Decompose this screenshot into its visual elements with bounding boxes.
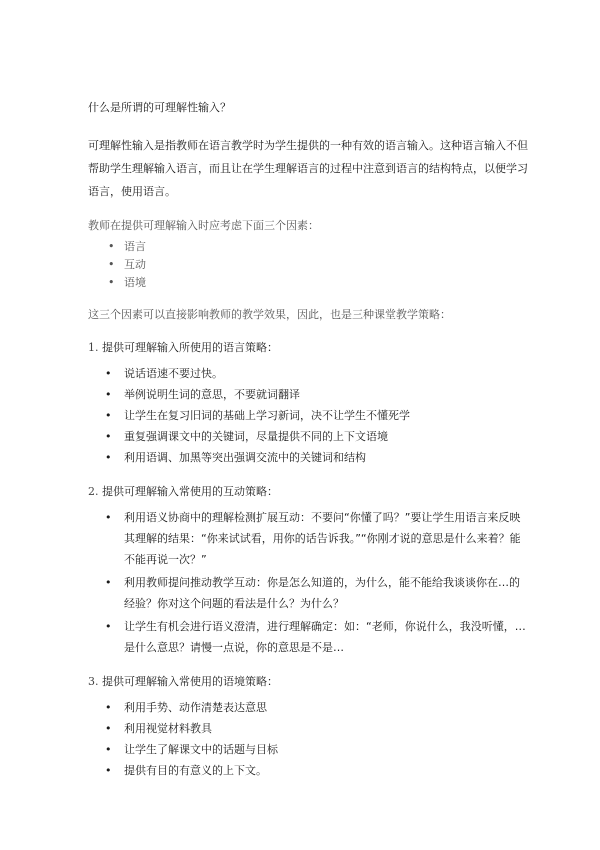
document-page xyxy=(88,100,528,781)
bullet-icon: • xyxy=(105,409,112,422)
list-item: • 让学生有机会进行语义澄清，进行理解确定：如：“老师，你说什么，我没听懂，…是什么意思？请慢一点说，你的意思是不是… xyxy=(88,616,528,658)
bullet-icon: • xyxy=(105,764,112,777)
list-item: • 举例说明生词的意思，不要就词翻译 xyxy=(88,384,528,405)
list-item: • 利用语义协商中的理解检测扩展互动：不要问“你懂了吗？”要让学生用语言来反映其理解的结果：“你来试试看，用你的话告诉我。”“你刚才说的意思是什么来着？能不能再说一次？” xyxy=(88,507,528,570)
bullet-icon: • xyxy=(105,388,112,401)
bullet-icon: • xyxy=(108,258,115,271)
list-item: • 利用教师提问推动教学互动：你是怎么知道的，为什么，能不能给我谈谈你在…的经验？你对这个问题的看法是什么？为什么？ xyxy=(88,572,528,614)
list-item: • 提供有目的有意义的上下文。 xyxy=(88,760,528,781)
list-item: • 互动 xyxy=(88,256,528,274)
bullet-icon: • xyxy=(105,367,112,380)
strategy-list xyxy=(88,507,528,658)
list-item: • 说话语速不要过快。 xyxy=(88,363,528,384)
bullet-icon: • xyxy=(105,620,112,633)
bullet-icon: • xyxy=(105,451,112,464)
section-language-strategy xyxy=(88,338,528,468)
section-interaction-strategy xyxy=(88,482,528,658)
bullet-icon: • xyxy=(105,430,112,443)
strategy-list xyxy=(88,363,528,468)
bullet-icon: • xyxy=(105,701,112,714)
section-heading: 2. 提供可理解输入常使用的互动策略： xyxy=(88,485,278,498)
intro-paragraph: 可理解性输入是指教师在语言教学时为学生提供的一种有效的语言输入。这种语言输入不但帮助学生理解输入语言，而且让在学生理解语言的过程中注意到语言的结构特点，以便学习语言，使用语言。 xyxy=(88,139,528,198)
section-heading: 3. 提供可理解输入常使用的语境策略： xyxy=(88,675,278,688)
list-item: • 利用语调、加黑等突出强调交流中的关键词和结构 xyxy=(88,447,528,468)
list-item: • 让学生了解课文中的话题与目标 xyxy=(88,739,528,760)
list-item: • 利用手势、动作清楚表达意思 xyxy=(88,697,528,718)
bullet-icon: • xyxy=(105,511,112,524)
bullet-icon: • xyxy=(108,240,115,253)
list-item: • 利用视觉材料教具 xyxy=(88,718,528,739)
page-title: 什么是所谓的可理解性输入？ xyxy=(88,101,231,114)
effects-paragraph: 这三个因素可以直接影响教师的教学效果，因此，也是三种课堂教学策略： xyxy=(88,308,451,321)
bullet-icon: • xyxy=(105,722,112,735)
list-item: • 语言 xyxy=(88,238,528,256)
list-item: • 语境 xyxy=(88,274,528,292)
strategy-list xyxy=(88,697,528,781)
bullet-icon: • xyxy=(108,276,115,289)
factors-intro: 教师在提供可理解输入时应考虑下面三个因素： xyxy=(88,219,319,232)
factors-list xyxy=(88,238,528,292)
section-context-strategy xyxy=(88,672,528,781)
list-item: • 让学生在复习旧词的基础上学习新词，决不让学生不懂死学 xyxy=(88,405,528,426)
bullet-icon: • xyxy=(105,576,112,589)
bullet-icon: • xyxy=(105,743,112,756)
list-item: • 重复强调课文中的关键词，尽量提供不同的上下文语境 xyxy=(88,426,528,447)
section-heading: 1. 提供可理解输入所使用的语言策略： xyxy=(88,341,278,354)
